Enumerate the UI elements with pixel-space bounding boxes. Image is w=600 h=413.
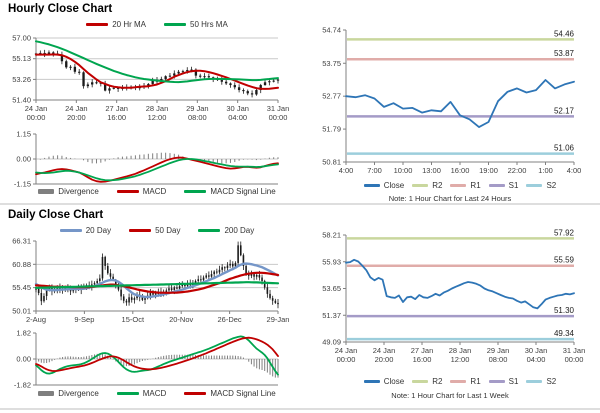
svg-text:29-Jan: 29-Jan: [266, 315, 290, 324]
svg-text:24 Jan: 24 Jan: [372, 346, 396, 355]
legend-swatch: [86, 23, 108, 26]
svg-text:60.88: 60.88: [12, 259, 31, 269]
legend-item: [450, 181, 480, 190]
legend-swatch: [526, 380, 542, 383]
svg-text:29 Jan: 29 Jan: [186, 104, 209, 113]
svg-text:66.31: 66.31: [12, 236, 31, 246]
svg-text:4:00: 4:00: [566, 166, 582, 175]
legend-label: S2: [546, 377, 557, 386]
legend-swatch: [450, 380, 466, 383]
svg-text:20:00: 20:00: [374, 355, 394, 364]
svg-text:51.30: 51.30: [553, 306, 574, 316]
legend-item: [117, 187, 167, 196]
legend-item: [184, 389, 275, 398]
svg-text:54.46: 54.46: [553, 29, 574, 39]
legend-swatch: [489, 380, 505, 383]
section-divider: [0, 203, 600, 205]
legend-label: Divergence: [58, 187, 99, 196]
svg-text:58.21: 58.21: [322, 230, 341, 240]
svg-text:50.81: 50.81: [322, 157, 341, 167]
hourly-macd-chart: [0, 126, 292, 188]
daily-macd-chart: [0, 325, 292, 389]
legend-label: Close: [383, 377, 405, 386]
hourly-section-title: Hourly Close Chart: [8, 3, 113, 15]
svg-text:12:00: 12:00: [147, 113, 167, 122]
svg-text:55.13: 55.13: [12, 54, 31, 64]
legend-label: 50 Day: [155, 226, 181, 235]
legend-label: MACD: [142, 187, 167, 196]
legend-label: 50 Hrs MA: [190, 20, 228, 29]
svg-text:31 Jan: 31 Jan: [266, 104, 290, 113]
svg-text:0.00: 0.00: [16, 354, 31, 364]
svg-text:30 Jan: 30 Jan: [524, 346, 548, 355]
svg-text:20:00: 20:00: [66, 113, 86, 122]
svg-text:52.77: 52.77: [322, 91, 341, 101]
svg-text:-1.82: -1.82: [13, 380, 31, 390]
legend-label: R1: [470, 181, 481, 190]
svg-text:51.06: 51.06: [553, 143, 574, 153]
legend-swatch: [489, 184, 505, 187]
svg-text:19:00: 19:00: [479, 166, 498, 175]
legend-item: [86, 20, 146, 29]
svg-text:54.74: 54.74: [322, 25, 341, 35]
legend-label: R2: [432, 377, 443, 386]
svg-text:00:00: 00:00: [26, 113, 46, 122]
svg-text:00:00: 00:00: [268, 113, 288, 122]
legend-swatch: [164, 23, 186, 26]
svg-text:26-Dec: 26-Dec: [217, 315, 242, 324]
svg-text:24 Jan: 24 Jan: [24, 104, 48, 113]
svg-text:55.93: 55.93: [322, 257, 341, 267]
svg-text:00:00: 00:00: [564, 355, 584, 364]
legend-label: MACD Signal Line: [210, 187, 276, 196]
legend-label: MACD Signal Line: [210, 389, 276, 398]
svg-text:29 Jan: 29 Jan: [486, 346, 510, 355]
legend-item: [364, 181, 404, 190]
svg-text:04:00: 04:00: [526, 355, 546, 364]
legend-item: [450, 377, 480, 386]
daily-macd-legend: [36, 389, 278, 398]
svg-text:16:00: 16:00: [412, 355, 432, 364]
weekly-pivot-note: Note: 1 Hour Chart for Last 1 Week: [391, 391, 509, 400]
svg-text:16:00: 16:00: [107, 113, 127, 122]
svg-text:04:00: 04:00: [228, 113, 248, 122]
legend-swatch: [60, 229, 82, 232]
svg-text:52.17: 52.17: [553, 106, 574, 116]
legend-item: [364, 377, 404, 386]
legend-swatch: [38, 391, 54, 396]
legend-swatch: [450, 184, 466, 187]
legend-swatch: [184, 190, 206, 193]
svg-text:22:00: 22:00: [507, 166, 527, 175]
hourly-price-chart: [0, 30, 292, 128]
svg-text:57.00: 57.00: [12, 33, 31, 43]
svg-text:53.75: 53.75: [322, 58, 341, 68]
svg-text:51.37: 51.37: [322, 310, 341, 320]
legend-swatch: [198, 229, 220, 232]
legend-label: 200 Day: [224, 226, 255, 235]
weekly-pivot-legend: [346, 377, 574, 386]
legend-item: [489, 181, 519, 190]
hourly-pivot-note: Note: 1 Hour Chart for Last 24 Hours: [388, 194, 512, 203]
legend-item: [117, 389, 167, 398]
legend-item: [412, 377, 442, 386]
legend-label: MACD: [142, 389, 167, 398]
legend-item: [412, 181, 442, 190]
legend-swatch: [526, 184, 542, 187]
legend-swatch: [412, 380, 428, 383]
bottom-divider: [0, 408, 600, 410]
legend-swatch: [38, 189, 54, 194]
svg-text:2-Aug: 2-Aug: [25, 315, 47, 324]
svg-text:13:00: 13:00: [422, 166, 441, 175]
svg-text:9-Sep: 9-Sep: [74, 315, 95, 324]
hourly-pivot-chart: [300, 22, 600, 186]
daily-price-chart: [0, 233, 292, 325]
legend-item: [489, 377, 519, 386]
svg-text:12:00: 12:00: [450, 355, 470, 364]
daily-section-title: Daily Close Chart: [8, 209, 104, 221]
svg-text:24 Jan: 24 Jan: [65, 104, 88, 113]
legend-item: [184, 187, 275, 196]
legend-item: [38, 187, 98, 196]
legend-label: Divergence: [58, 389, 99, 398]
weekly-pivot-chart: [300, 226, 600, 374]
legend-label: R2: [432, 181, 443, 190]
svg-text:57.92: 57.92: [553, 228, 574, 238]
svg-text:53.87: 53.87: [553, 49, 574, 59]
svg-text:51.79: 51.79: [322, 124, 341, 134]
svg-text:0.00: 0.00: [16, 154, 31, 164]
svg-text:1.15: 1.15: [16, 129, 31, 139]
svg-text:28 Jan: 28 Jan: [145, 104, 169, 113]
legend-label: Close: [383, 181, 405, 190]
legend-label: 20 Hr MA: [112, 20, 146, 29]
svg-text:30 Jan: 30 Jan: [226, 104, 249, 113]
legend-swatch: [129, 229, 151, 232]
legend-swatch: [364, 184, 380, 187]
svg-text:55.45: 55.45: [12, 283, 31, 293]
svg-text:7:00: 7:00: [367, 166, 382, 175]
svg-text:1.82: 1.82: [16, 328, 31, 338]
svg-text:53.26: 53.26: [12, 74, 31, 84]
svg-text:-1.15: -1.15: [13, 179, 31, 189]
legend-item: [164, 20, 228, 29]
svg-text:08:00: 08:00: [488, 355, 508, 364]
legend-swatch: [117, 190, 139, 193]
legend-swatch: [117, 392, 139, 395]
legend-label: 20 Day: [85, 226, 112, 235]
svg-text:27 Jan: 27 Jan: [410, 346, 434, 355]
svg-text:4:00: 4:00: [338, 166, 354, 175]
legend-item: [526, 377, 556, 386]
svg-text:51.40: 51.40: [12, 95, 31, 105]
svg-text:55.59: 55.59: [553, 255, 574, 265]
svg-text:49.34: 49.34: [553, 329, 574, 339]
svg-text:10:00: 10:00: [393, 166, 413, 175]
legend-item: [526, 181, 556, 190]
hourly-pivot-legend: [346, 181, 574, 190]
legend-swatch: [364, 380, 380, 383]
svg-text:08:00: 08:00: [187, 113, 207, 122]
legend-label: R1: [470, 377, 481, 386]
svg-text:50.01: 50.01: [12, 306, 31, 316]
svg-text:53.65: 53.65: [322, 284, 341, 293]
hourly-macd-legend: [36, 187, 278, 196]
svg-text:15-Oct: 15-Oct: [121, 315, 145, 324]
svg-text:16:00: 16:00: [450, 166, 470, 175]
svg-text:28 Jan: 28 Jan: [448, 346, 472, 355]
legend-swatch: [184, 392, 206, 395]
legend-label: S2: [546, 181, 557, 190]
hourly-ma-legend: [36, 20, 278, 29]
svg-text:1:00: 1:00: [538, 166, 553, 175]
svg-text:24 Jan: 24 Jan: [334, 346, 358, 355]
legend-item: [38, 389, 98, 398]
legend-label: S1: [508, 181, 519, 190]
legend-swatch: [412, 184, 428, 187]
svg-text:27 Jan: 27 Jan: [105, 104, 128, 113]
svg-text:49.09: 49.09: [322, 337, 341, 347]
svg-text:20-Nov: 20-Nov: [169, 315, 194, 324]
legend-label: S1: [508, 377, 519, 386]
svg-text:31 Jan: 31 Jan: [562, 346, 586, 355]
svg-text:00:00: 00:00: [336, 355, 356, 364]
